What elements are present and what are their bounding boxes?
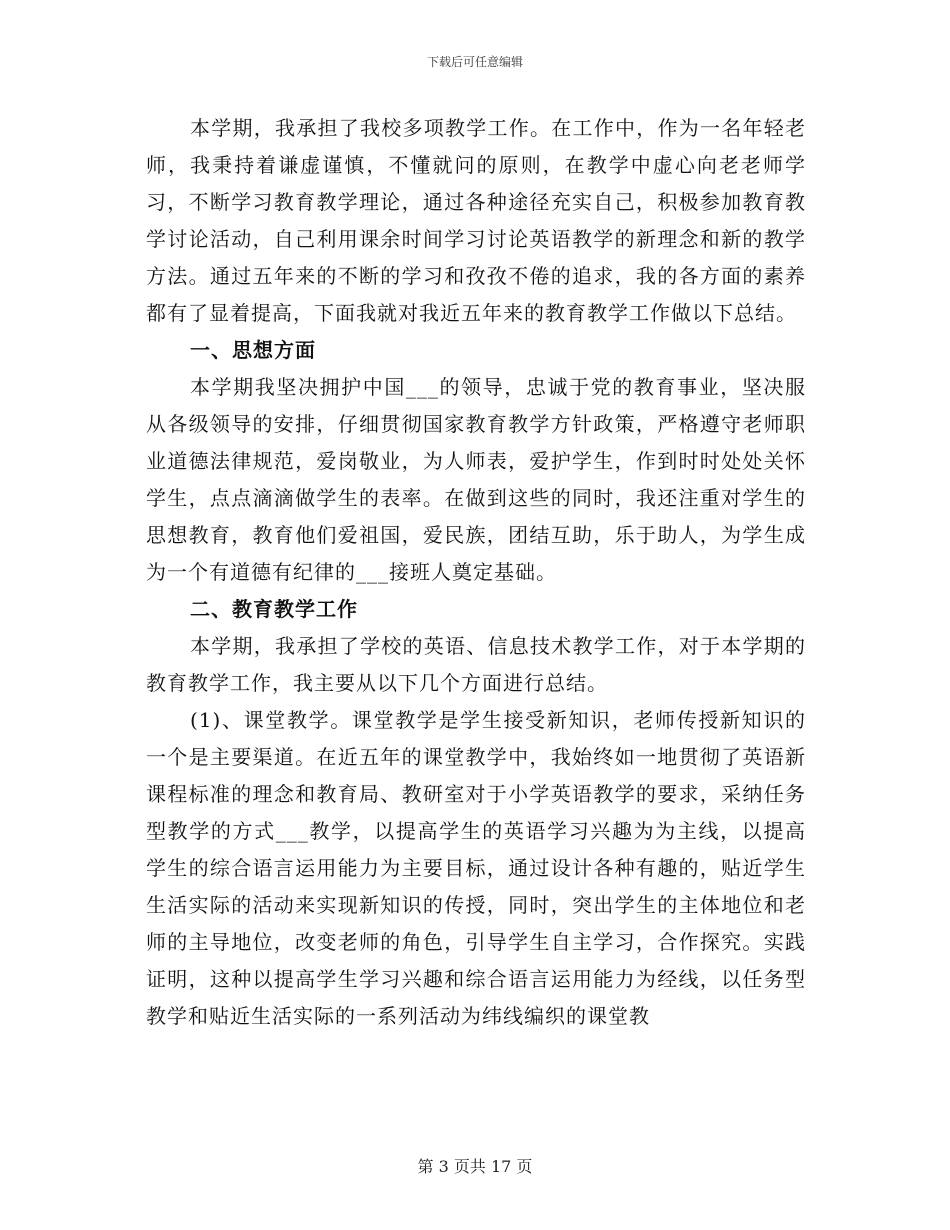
thought-paragraph: 本学期我坚决拥护中国___的领导，忠诚于党的教育事业，坚决服从各级领导的安排，仔细贯彻国家教育教学方针政策，严格遵守老师职业道德法律规范，爱岗敬业，为人师表，爱护学生，作到时时处处关怀学生，点点滴滴做学生的表率。在做到这些的同时，我还注重对学生的思想教育，教育他们爱祖国，爱民族，团结互助，乐于助人，为学生成为一个有道德有纪律的___接班人奠定基础。 (146, 375, 806, 584)
teaching-paragraph: 本学期，我承担了学校的英语、信息技术教学工作，对于本学期的教育教学工作，我主要从以下几个方面进行总结。 (146, 634, 806, 695)
page-header-note: 下载后可任意编辑 (426, 55, 523, 69)
document-body (146, 110, 806, 1035)
intro-paragraph: 本学期，我承担了我校多项教学工作。在工作中，作为一名年轻老师，我秉持着谦虚谨慎，不懂就问的原则，在教学中虚心向老老师学习，不断学习教育教学理论，通过各种途径充实自己，积极参加教育教学讨论活动，自己利用课余时间学习讨论英语教学的新理念和新的教学方法。通过五年来的不断的学习和孜孜不倦的追求，我的各方面的素养都有了显着提高，下面我就对我近五年来的教育教学工作做以下总结。 (146, 116, 806, 325)
classroom-teaching-paragraph: (1)、课堂教学。课堂教学是学生接受新知识，老师传授新知识的一个是主要渠道。在近五年的课堂教学中，我始终如一地贯彻了英语新课程标准的理念和教育局、教研室对于小学英语教学的要求，采纳任务型教学的方式___教学，以提高学生的英语学习兴趣为为主线，以提高学生的综合语言运用能力为主要目标，通过设计各种有趣的，贴近学生生活实际的活动来实现新知识的传授，同时，突出学生的主体地位和老师的主导地位，改变老师的角色，引导学生自主学习，合作探究。实践证明，这种以提高学生学习兴趣和综合语言运用能力为经线，以任务型教学和贴近生活实际的一系列活动为纬线编织的课堂教 (146, 708, 806, 1028)
page-number: 第 3 页共 17 页 (417, 1157, 533, 1176)
section-heading-thought: 一、思想方面 (190, 338, 316, 362)
section-heading-teaching: 二、教育教学工作 (190, 597, 358, 621)
